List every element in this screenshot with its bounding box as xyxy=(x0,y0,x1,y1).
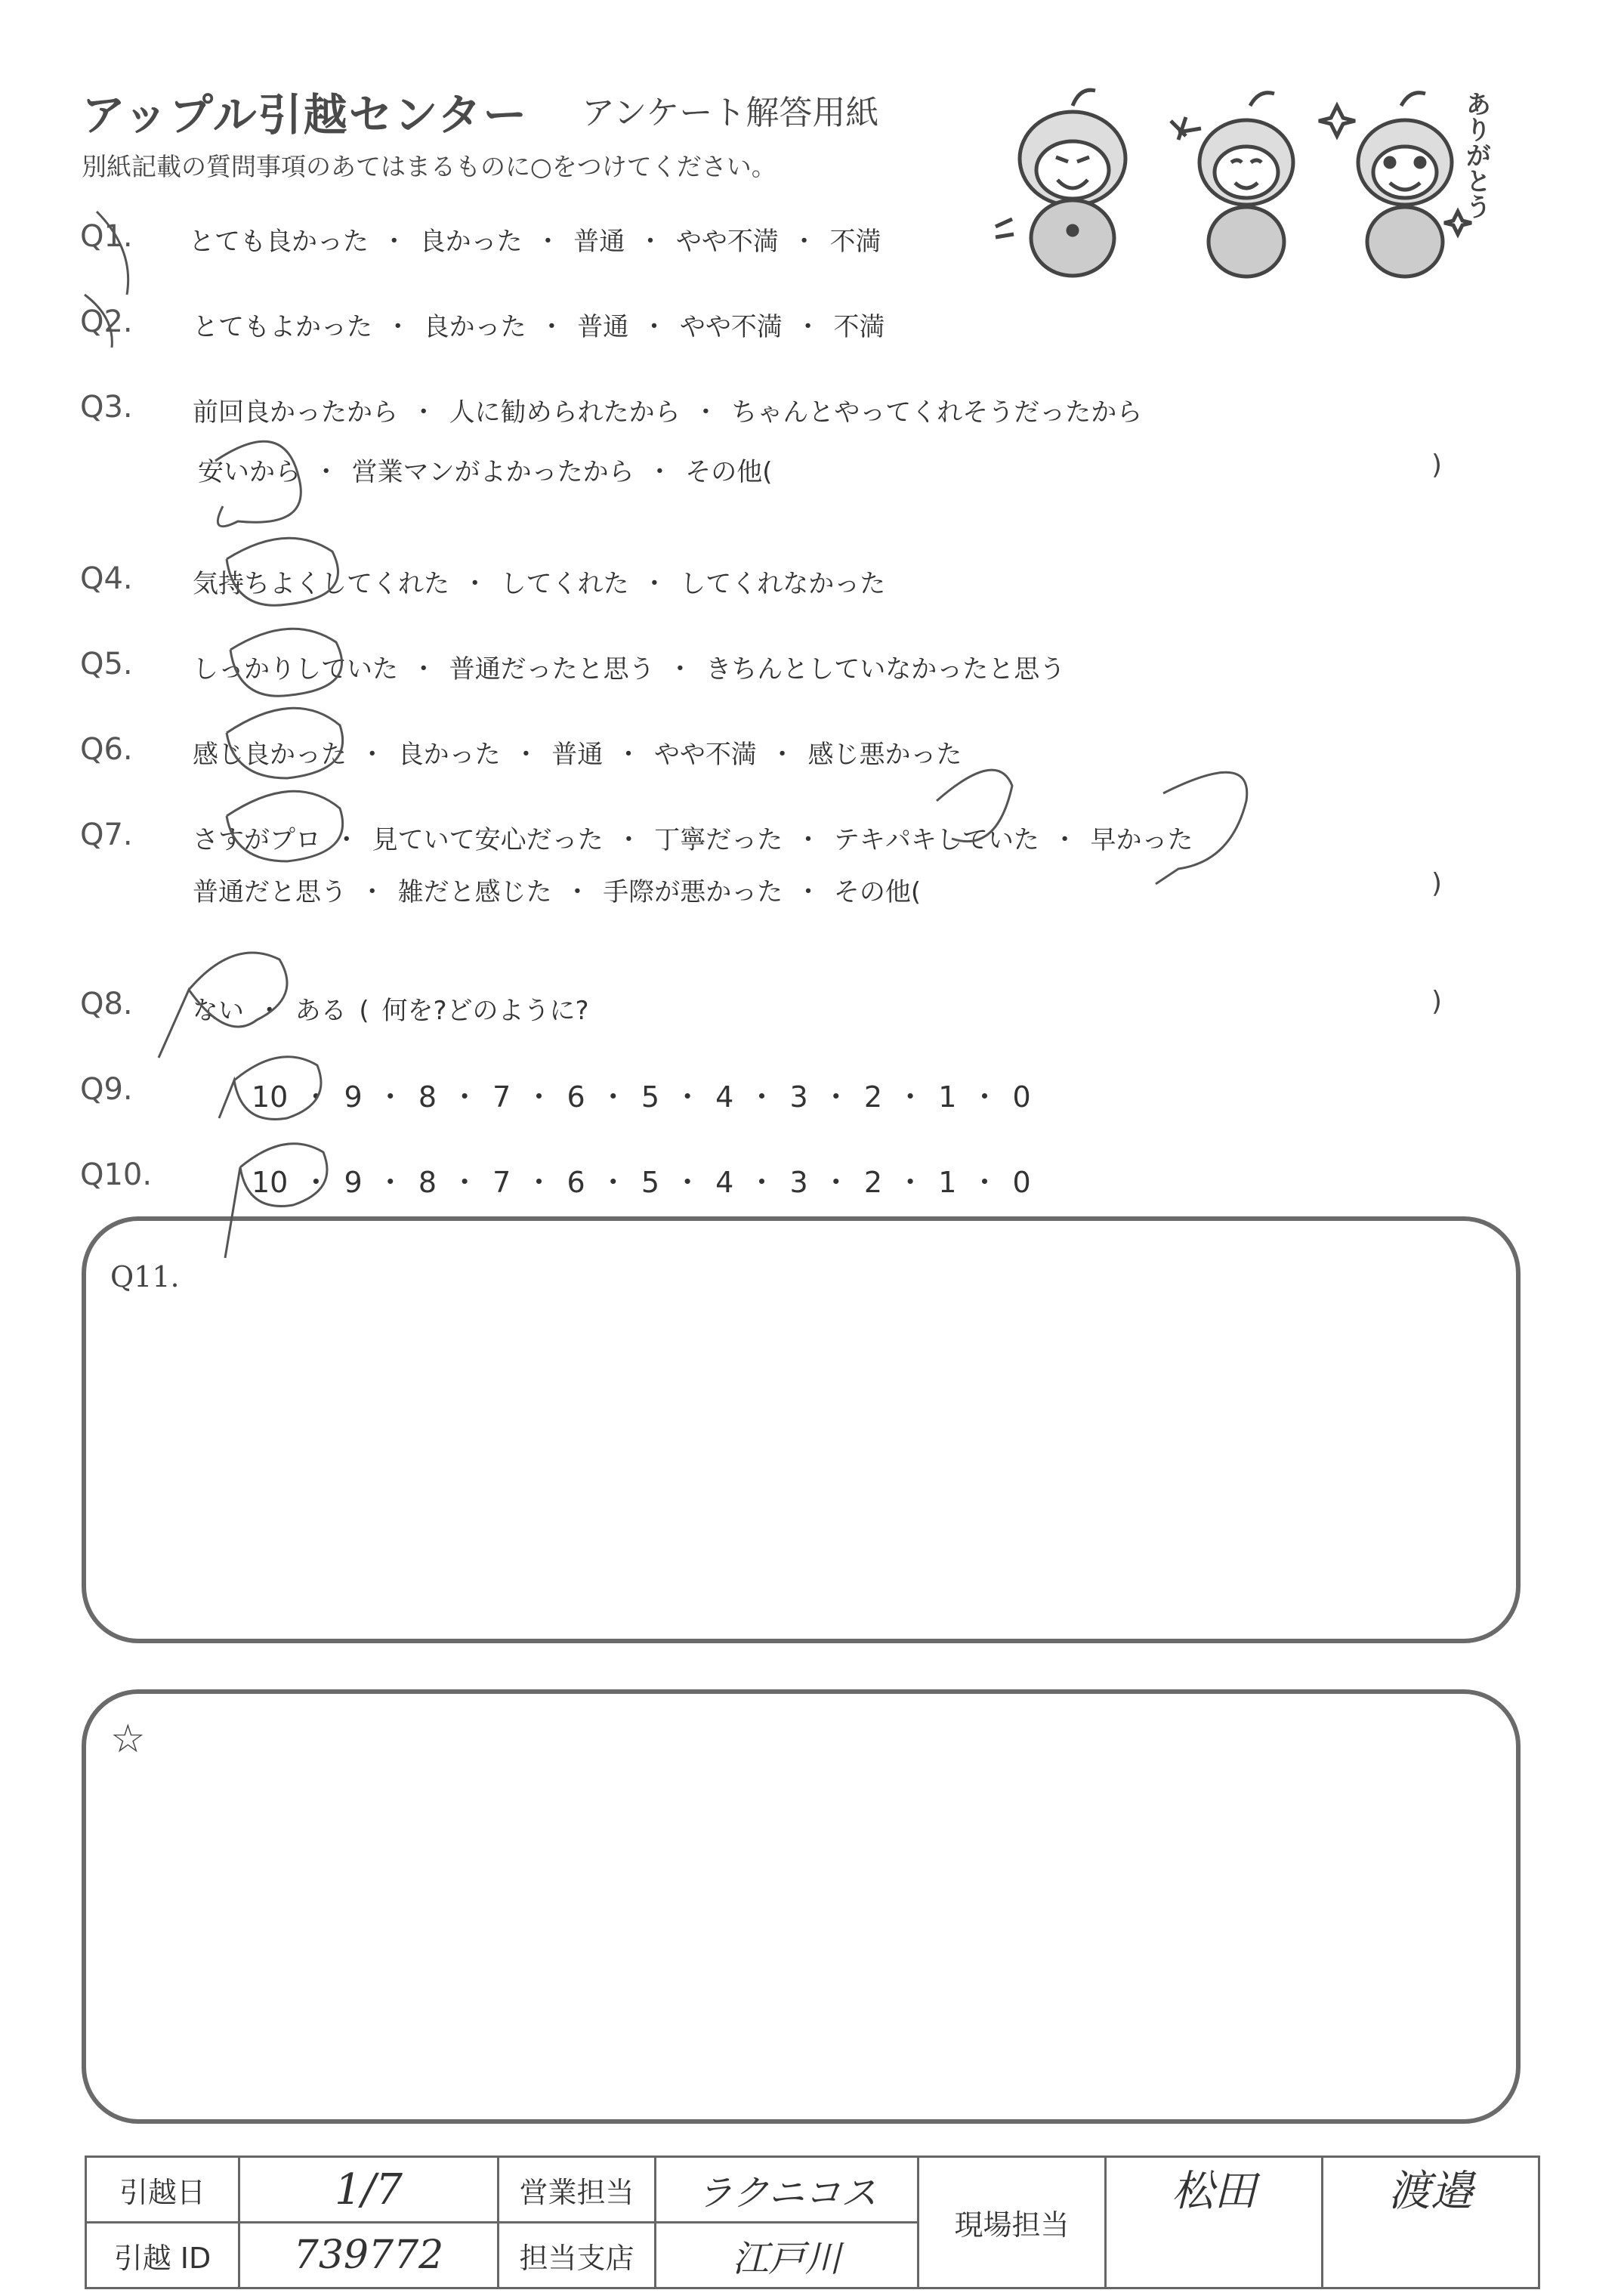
move-date-label: 引越日 xyxy=(86,2157,239,2223)
q5-options: しっかりしていた ・ 普通だったと思う ・ きちんとしていなかったと思う xyxy=(193,654,1066,685)
thanks-text: ありがとう xyxy=(1461,91,1491,219)
q7-label: Q7. xyxy=(80,817,133,852)
q3-options-line2: 安いから ・ 営業マンがよかったから ・ その他( xyxy=(198,457,773,487)
q8-close-paren: ) xyxy=(1431,986,1443,1017)
q7-close-paren: ) xyxy=(1431,868,1443,899)
q3-options-line1: 前回良かったから ・ 人に勧められたから ・ ちゃんとやってくれそうだったから xyxy=(193,397,1143,428)
q8-label: Q8. xyxy=(80,987,133,1021)
q7-options-line1: さすがプロ ・ 見ていて安心だった ・ 丁寧だった ・ テキパキしていた ・ 早かった xyxy=(193,825,1193,855)
q9-label: Q9. xyxy=(80,1072,133,1107)
site-staff-value-1[interactable]: 松田 xyxy=(1106,2157,1323,2288)
star-label: ☆ xyxy=(110,1717,146,1762)
branch-value[interactable]: 江戸川 xyxy=(656,2223,919,2288)
q9-options: 10 ・ 9 ・ 8 ・ 7 ・ 6 ・ 5 ・ 4 ・ 3 ・ 2 ・ 1 ・ 0 xyxy=(252,1080,1031,1114)
q1-label: Q1. xyxy=(80,219,133,254)
instruction-text: 別紙記載の質問事項のあてはまるものに○をつけてください。 xyxy=(82,152,776,181)
site-staff-value-2[interactable]: 渡邉 xyxy=(1323,2157,1539,2288)
q2-options: とてもよかった ・ 良かった ・ 普通 ・ やや不満 ・ 不満 xyxy=(193,312,885,342)
q3-close-paren: ) xyxy=(1431,450,1443,481)
q5-label: Q5. xyxy=(80,647,133,681)
move-date-value[interactable]: 1/7 xyxy=(239,2157,499,2223)
branch-label: 担当支店 xyxy=(499,2223,656,2288)
brand-title: アップル引越センター xyxy=(82,89,529,141)
move-info-table xyxy=(85,2155,1540,2289)
q2-label: Q2. xyxy=(80,304,133,339)
q7-options-line2: 普通だと思う ・ 雑だと感じた ・ 手際が悪かった ・ その他( xyxy=(193,877,922,907)
q4-options: 気持ちよくしてくれた ・ してくれた ・ してくれなかった xyxy=(193,569,886,599)
q1-options: とても良かった ・ 良かった ・ 普通 ・ やや不満 ・ 不満 xyxy=(189,227,881,257)
move-id-value[interactable]: 739772 xyxy=(239,2223,499,2288)
site-staff-label: 現場担当 xyxy=(919,2157,1106,2288)
q6-options: 感じ良かった ・ 良かった ・ 普通 ・ やや不満 ・ 感じ悪かった xyxy=(193,740,962,770)
monkey-mascots-illustration xyxy=(982,76,1526,287)
q10-label: Q10. xyxy=(80,1157,153,1192)
q3-label: Q3. xyxy=(80,390,133,425)
sales-rep-label: 営業担当 xyxy=(499,2157,656,2223)
sales-rep-value[interactable]: ラクニコス xyxy=(656,2157,919,2223)
q11-comment-box[interactable] xyxy=(82,1216,1521,1643)
move-id-label: 引越 ID xyxy=(86,2223,239,2288)
q10-options: 10 ・ 9 ・ 8 ・ 7 ・ 6 ・ 5 ・ 4 ・ 3 ・ 2 ・ 1 ・ 0 xyxy=(252,1166,1031,1199)
q8-options: ない ・ ある ( 何を?どのように? xyxy=(193,996,589,1026)
q11-label: Q11. xyxy=(110,1260,180,1293)
q6-label: Q6. xyxy=(80,732,133,767)
star-comment-box[interactable] xyxy=(82,1689,1521,2124)
q4-label: Q4. xyxy=(80,561,133,596)
form-subtitle: アンケート解答用紙 xyxy=(582,94,879,132)
